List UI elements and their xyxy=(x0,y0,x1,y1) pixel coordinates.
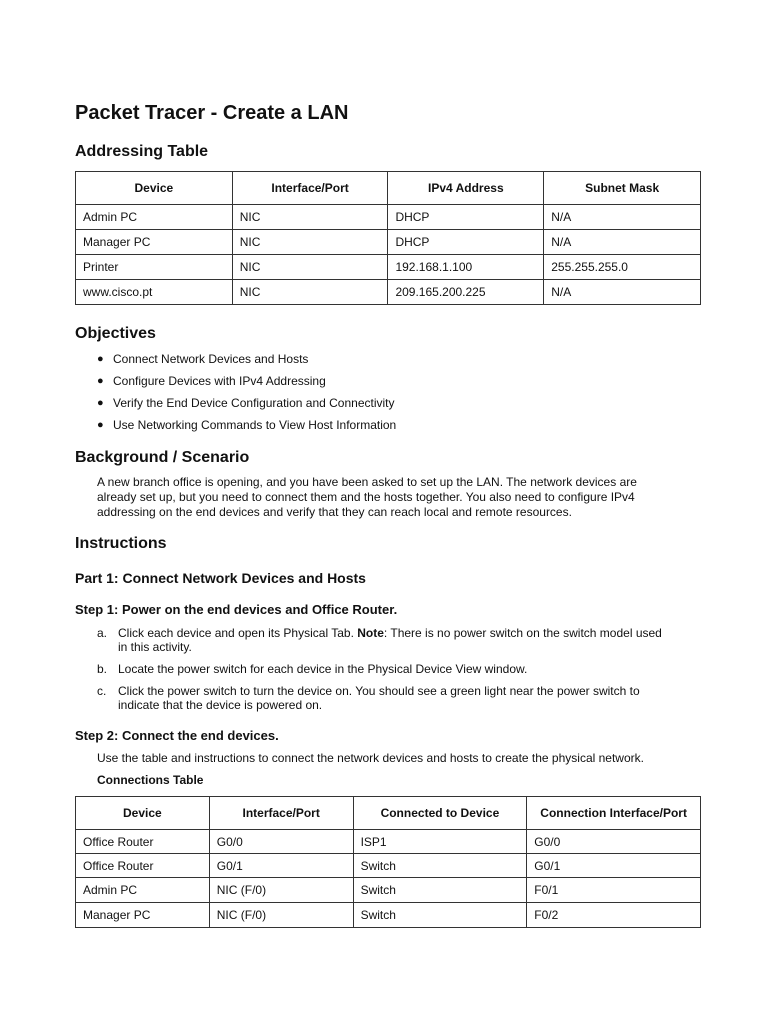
table-cell: Printer xyxy=(76,255,233,280)
step-text-line2: indicate that the device is powered on. xyxy=(118,698,323,712)
list-item xyxy=(97,394,396,416)
bullet-icon: ● xyxy=(97,353,104,365)
column-header: IPv4 Address xyxy=(388,172,544,205)
list-item-text: Verify the End Device Configuration and Connectivity xyxy=(113,396,395,410)
table-cell: Admin PC xyxy=(76,205,233,230)
table-cell: NIC xyxy=(232,280,388,305)
table-row xyxy=(76,255,701,280)
step2-heading: Step 2: Connect the end devices. xyxy=(75,728,279,743)
step-item-label: b. xyxy=(97,662,108,676)
paragraph-line: addressing on the end devices and verify that they can reach local and remote resources. xyxy=(97,505,572,519)
list-item xyxy=(97,416,396,438)
table-cell: Manager PC xyxy=(76,230,233,255)
table-row xyxy=(76,878,701,903)
instructions-heading: Instructions xyxy=(75,535,167,552)
part1-heading: Part 1: Connect Network Devices and Hosts xyxy=(75,570,366,586)
table-cell: 192.168.1.100 xyxy=(388,255,544,280)
step-item-b xyxy=(97,662,717,677)
step-item-text xyxy=(118,626,662,654)
table-cell: Switch xyxy=(353,903,527,928)
bullet-icon: ● xyxy=(97,375,104,387)
column-header: Device xyxy=(76,797,210,830)
table-cell: NIC (F/0) xyxy=(209,903,353,928)
list-item-text: Use Networking Commands to View Host Information xyxy=(113,418,397,432)
table-row xyxy=(76,854,701,878)
table-cell: G0/0 xyxy=(527,830,701,854)
addressing-heading: Addressing Table xyxy=(75,143,209,160)
table-header-row xyxy=(76,172,701,205)
background-paragraph xyxy=(97,475,637,520)
bullet-icon: ● xyxy=(97,397,104,409)
table-cell: G0/0 xyxy=(209,830,353,854)
step-text-part: : There is no power switch on the switch model used xyxy=(383,626,662,640)
step-item-label: c. xyxy=(97,684,107,698)
table-cell: DHCP xyxy=(388,205,544,230)
table-cell: F0/1 xyxy=(527,878,701,903)
paragraph-line: A new branch office is opening, and you have been asked to set up the LAN. The network devices are xyxy=(97,475,637,489)
table-cell: N/A xyxy=(544,230,701,255)
table-cell: 209.165.200.225 xyxy=(388,280,544,305)
page-title: Packet Tracer - Create a LAN xyxy=(75,102,349,124)
note-label: Note xyxy=(357,626,384,640)
step-text-line2: in this activity. xyxy=(118,640,192,654)
table-cell: N/A xyxy=(544,205,701,230)
list-item-text: Connect Network Devices and Hosts xyxy=(113,352,309,366)
paragraph-line: already set up, but you need to connect them and the hosts together. You also need to configure IPv4 xyxy=(97,490,635,504)
step1-heading: Step 1: Power on the end devices and Office Router. xyxy=(75,602,398,617)
table-cell: G0/1 xyxy=(527,854,701,878)
table-cell: N/A xyxy=(544,280,701,305)
step-text-part: Click each device and open its Physical Tab. xyxy=(118,626,358,640)
bullet-icon: ● xyxy=(97,419,104,431)
table-cell: www.cisco.pt xyxy=(76,280,233,305)
step-item-c xyxy=(97,684,717,714)
step-item-text: Locate the power switch for each device in the Physical Device View window. xyxy=(118,662,528,676)
connections-table-heading: Connections Table xyxy=(97,773,204,787)
column-header: Subnet Mask xyxy=(544,172,701,205)
table-cell: NIC xyxy=(232,255,388,280)
table-cell: Office Router xyxy=(76,830,210,854)
table-row xyxy=(76,830,701,854)
addressing-table xyxy=(75,171,701,305)
table-cell: G0/1 xyxy=(209,854,353,878)
list-item xyxy=(97,372,396,394)
step2-text: Use the table and instructions to connect the network devices and hosts to create the physical network. xyxy=(97,751,644,765)
table-cell: NIC xyxy=(232,205,388,230)
table-cell: Admin PC xyxy=(76,878,210,903)
objectives-list xyxy=(97,350,396,438)
step-item-text xyxy=(118,684,640,712)
step-text-line1: Click the power switch to turn the device on. You should see a green light near the power switch to xyxy=(118,684,640,698)
column-header: Device xyxy=(76,172,233,205)
table-cell: 255.255.255.0 xyxy=(544,255,701,280)
connections-table xyxy=(75,796,701,928)
list-item xyxy=(97,350,396,372)
table-row xyxy=(76,903,701,928)
column-header: Connection Interface/Port xyxy=(527,797,701,830)
background-heading: Background / Scenario xyxy=(75,449,250,466)
table-cell: Switch xyxy=(353,878,527,903)
table-cell: F0/2 xyxy=(527,903,701,928)
table-header-row xyxy=(76,797,701,830)
step-item-label: a. xyxy=(97,626,108,640)
table-cell: NIC (F/0) xyxy=(209,878,353,903)
table-cell: Manager PC xyxy=(76,903,210,928)
table-cell: DHCP xyxy=(388,230,544,255)
table-cell: ISP1 xyxy=(353,830,527,854)
table-cell: Switch xyxy=(353,854,527,878)
table-row xyxy=(76,230,701,255)
table-row xyxy=(76,205,701,230)
list-item-text: Configure Devices with IPv4 Addressing xyxy=(113,374,326,388)
table-row xyxy=(76,280,701,305)
table-cell: Office Router xyxy=(76,854,210,878)
column-header: Interface/Port xyxy=(232,172,388,205)
column-header: Interface/Port xyxy=(209,797,353,830)
objectives-heading: Objectives xyxy=(75,325,156,342)
column-header: Connected to Device xyxy=(353,797,527,830)
step-item-a xyxy=(97,626,717,656)
table-cell: NIC xyxy=(232,230,388,255)
